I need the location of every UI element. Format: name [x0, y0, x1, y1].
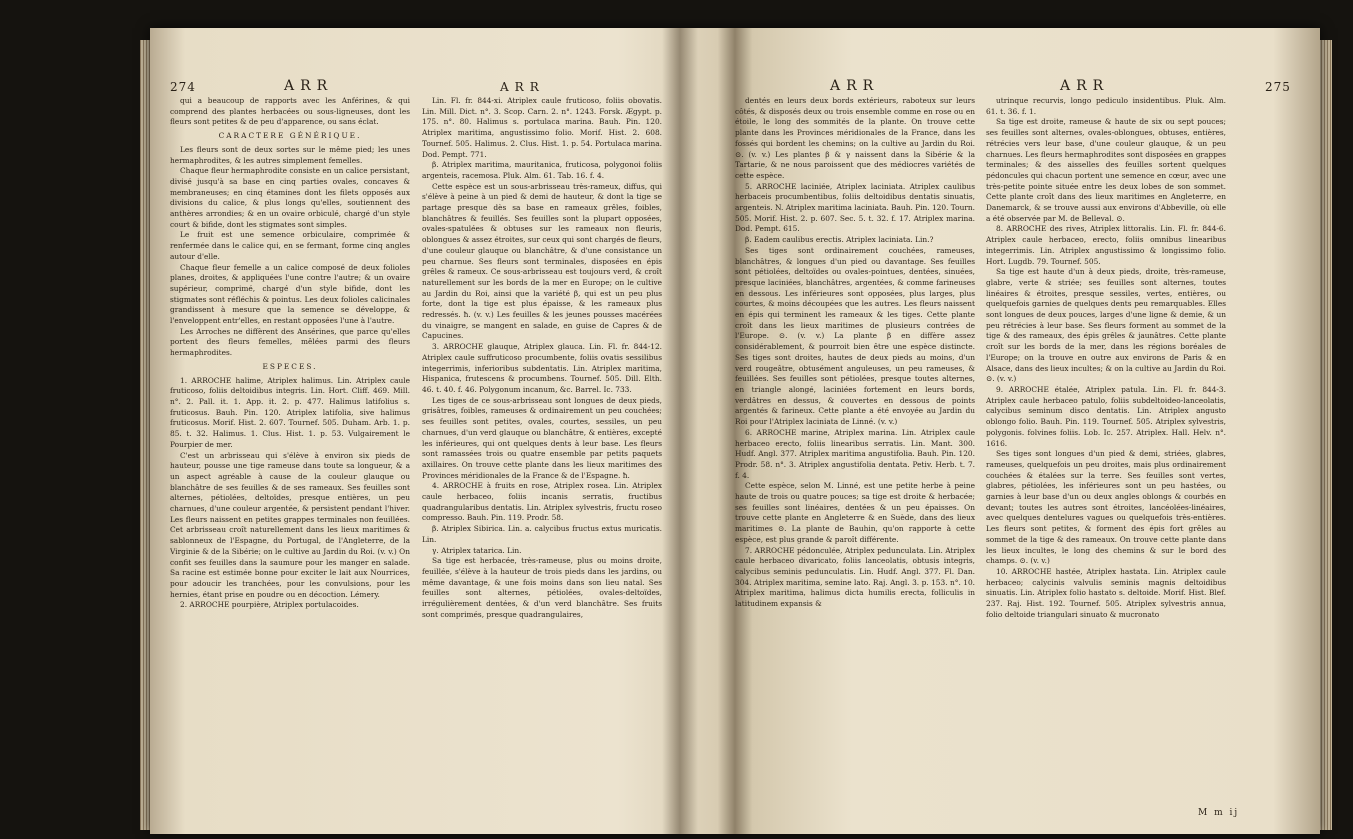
left-col2-head: ARR — [500, 80, 545, 94]
paragraph: dentés en leurs deux bords extérieurs, raboteux sur leurs côtés, & disposés deux ou trois ensemble comme en rose ou en étoile, le long des sommités de la plante. On trouve cette plante dans les Provinces méridionales de la France, dans les fossés qui bordent les chemins; on la cultive au Jardin du Roi. ⊙. (v. v.) Les plantes β & γ naissent dans la Sibérie & la Tartarie, & ne nous paroissent que des médiocres variétés de cette espèce. — [735, 96, 975, 180]
paragraph: 1. ARROCHE halime, Atriplex halimus. Lin. Atriplex caule fruticoso, foliis deltoidibus integris. Lin. Hort. Cliff. 469. Mill. n°. 2. Pall. it. 1. App. it. 2. p. 477. Halimus latifolius s. fruticosus. Bauh. Pin. 120. Atriplex latifolia, sive halimus fruticosus. Morif. Hist. 2. 607. Tournef. 505. Duham. Arb. 1. p. 85. t. 32. Halimus. 1. Clus. Hist. 1. p. 53. Vulgairement le Pourpier de mer. — [170, 375, 410, 449]
right-col2-head: ARR — [1060, 78, 1110, 94]
right-page-column-1 — [735, 96, 975, 796]
left-page-column-2 — [422, 96, 662, 796]
paragraph: 3. ARROCHE glauque, Atriplex glauca. Lin. Fl. fr. 844-12. Atriplex caule suffruticoso procumbente, foliis ovatis sessilibus integerrimis, inferioribus subdentatis. Lin. Atriplex maritima, Hispanica, frutescens & procumbens. Tournef. 505. Dill. Elth. 46. t. 40. f. 46. Polygonum incanum, &c. Barrel. Ic. 733. — [422, 342, 662, 394]
paragraph: Chaque fleur hermaphrodite consiste en un calice persistant, divisé jusqu'à sa base en cinq parties ovales, concaves & membraneuses; en cinq étamines dont les filets opposés aux divisions du calice, & plus longs qu'elles, soutiennent des anthères arrondies; & en un ovaire orbiculé, chargé d'un style court & bifide, dont les stigmates sont simples. — [170, 166, 410, 229]
left-running-head: ARR — [284, 78, 334, 94]
paragraph: 4. ARROCHE à fruits en rose, Atriplex rosea. Lin. Atriplex caule herbaceo, foliis incanis serratis, fructibus quadrangularibus dentatis. Lin. Atriplex sylvestris, fructu roseo compresso. Bauh. Pin. 119. Prodr. 58. — [422, 481, 662, 523]
paragraph: 5. ARROCHE laciniée, Atriplex laciniata. Atriplex caulibus herbaceis procumbentibus, foliis deltoidibus dentatis sinuatis, argenteis. N. Atriplex maritima laciniata. Bauh. Pin. 120. Tourn. 505. Morif. Hist. 2. p. 607. Sec. 5. t. 32. f. 17. Atriplex marina. Dod. Pempt. 615. — [735, 181, 975, 234]
paragraph: Chaque fleur femelle a un calice composé de deux folioles planes, droites, & appliquées l'une contre l'autre; & un ovaire supérieur, comprimé, chargé d'un style bifide, dont les stigmates sont réfléchis & pointus. Les deux folioles calicinales grandissent à mesure que la semence se développe, & l'enveloppent entr'elles, en restant opposées l'une à l'autre. — [170, 262, 410, 326]
paragraph: β. Atriplex Sibirica. Lin. a. calycibus fructus extus muricatis. Lin. — [422, 524, 662, 544]
book-edge-right — [1318, 40, 1332, 830]
paragraph: Ses tiges sont ordinairement couchées, rameuses, blanchâtres, & longues d'un pied ou davantage. Ses feuilles sont pétiolées, deltoïdes ou ovales-pointues, dentées, sinuées, presque laciniées, blanchâtres, argentées, & comme farineuses en dessous. Les inférieures sont opposées, plus larges, plus courtes, & moins découpées que les autres. Les fleurs naissent en épis qui terminent les rameaux & les tiges. Cette plante croît dans les lieux maritimes de plusieurs contrées de l'Europe. ⊙. (v. v.) La plante β en diffère assez considérablement, & pourroit bien être une espèce distincte. Ses tiges sont droites, hautes de deux pieds au moins, d'un verd rougeâtre, obtusément anguleuses, un peu rameuses, & feuillées. Ses feuilles sont pétiolées, presque toutes alternes, en triangle alongé, laciniées fortement en leurs bords, verdâtres en dessus, & couvertes en dessous de points argentés & farineux. Cette plante a été envoyée au Jardin du Roi pour l'Atriplex laciniata de Linné. (v. v.) — [735, 245, 975, 427]
paragraph: 7. ARROCHE pédonculée, Atriplex pedunculata. Lin. Atriplex caule herbaceo divaricato, foliis lanceolatis, obtusis integris, calycibus seminis pedunculatis. Lin. Hudf. Angl. 377. Fl. Dan. 304. Atriplex maritima, semine lato. Raj. Angl. 3. p. 153. n°. 10. Atriplex maritima, halimus dicta humilis erecta, folliculis in latitudinem expansis & — [735, 545, 975, 609]
paragraph: Les fleurs sont de deux sortes sur le même pied; les unes hermaphrodites, & les autres simplement femelles. — [170, 144, 410, 165]
paragraph: Lin. Fl. fr. 844-xi. Atriplex caule fruticoso, foliis obovatis. Lin. Mill. Dict. n°. 3. Scop. Carn. 2. n°. 1243. Forsk. Ægypt. p. 175. n°. 80. Halimus s. portulaca marina. Bauh. Pin. 120. Atriplex maritima, angustissimo folio. Morif. Hist. 2. 608. Tournef. 505. Halimus. 2. Clus. Hist. 1. p. 54. Portulaca marina. Dod. Pempt. 771. — [422, 96, 662, 159]
paragraph: C'est un arbrisseau qui s'élève à environ six pieds de hauteur, pousse une tige rameuse dans toute sa longueur, & a un aspect agréable à cause de la couleur glauque ou blanchâtre de ses feuilles & de ses rameaux. Ses feuilles sont alternes, pétiolées, deltoïdes, presque entières, un peu charnues, d'une couleur argentée, & persistent pendant l'hiver. Les fleurs naissent en petites grappes terminales non feuillées. Cet arbrisseau croît naturellement dans les lieux maritimes & sablonneux de l'Espagne, du Portugal, de l'Angleterre, de la Virginie & de la Sibérie; on le cultive au Jardin du Roi. (v. v.) On confit ses feuilles dans la saumure pour les manger en salade. Sa racine est estimée bonne pour exciter le lait aux Nourrices, pour adoucir les tranchées, pour les convulsions, pour les hernies, étant prise en poudre ou en décoction. Lémery. — [170, 450, 410, 599]
paragraph: 6. ARROCHE marine, Atriplex marina. Lin. Atriplex caule herbaceo erecto, foliis linearibus serratis. Lin. Mant. 300. Hudf. Angl. 377. Atriplex maritima angustifolia. Bauh. Pin. 120. Prodr. 58. n°. 3. Atriplex angustifolia dentata. Petiv. Herb. t. 7. f. 4. — [735, 427, 975, 480]
paragraph: β. Eadem caulibus erectis. Atriplex laciniata. Lin.? — [745, 235, 934, 245]
paragraph: Cette espèce, selon M. Linné, est une petite herbe à peine haute de trois ou quatre pouces; sa tige est droite & herbacée; ses feuilles sont linéaires, dentées & un peu épaisses. On trouve cette plante en Angleterre & en Suède, dans des lieux maritimes ⊙. La plante de Bauhin, qu'on rapporte à cette espèce, est plus grande & paroît différente. — [735, 481, 975, 544]
paragraph: 8. ARROCHE des rives, Atriplex littoralis. Lin. Fl. fr. 844-6. Atriplex caule herbaceo, erecto, foliis omnibus linearibus integerrimis. Lin. Atriplex angustissimo & longissimo folio. Hort. Lugdb. 79. Tournef. 505. — [986, 224, 1226, 266]
paragraph: 9. ARROCHE étalée, Atriplex patula. Lin. Fl. fr. 844-3. Atriplex caule herbaceo patulo, foliis subdeltoideo-lanceolatis, calycibus seminum disco dentatis. Lin. Atriplex angusto oblongo folio. Bauh. Pin. 119. Tournef. 505. Atriplex sylvestris, polygonis. folvines foliis. Lob. Ic. 257. Atriplex. Hall. Helv. n°. 1616. — [986, 384, 1226, 448]
paragraph: Sa tige est droite, rameuse & haute de six ou sept pouces; ses feuilles sont alternes, ovales-oblongues, obtuses, entières, rétrécies vers leur base, d'une couleur glauque, & un peu charnues. Les fleurs hermaphrodites sont disposées en grappes terminales; & des aisselles des feuilles sortent quelques pédoncules qui chacun portent une semence en cœur, avec une très-petite pointe située entre les deux lobes de son sommet. Cette plante croît dans des lieux maritimes en Angleterre, en Danemarck, & se trouve aussi aux environs d'Abbeville, où elle a été observée par M. de Belleval. ⊙. — [986, 117, 1226, 223]
left-page-column-1 — [170, 96, 410, 796]
paragraph: ESPECES. — [262, 361, 318, 371]
paragraph: β. Atriplex maritima, mauritanica, fruticosa, polygonoi foliis argenteis, racemosa. Pluk. Alm. 61. Tab. 16. f. 4. — [422, 160, 662, 180]
book-gutter — [662, 28, 698, 834]
paragraph: qui a beaucoup de rapports avec les Anférines, & qui comprend des plantes herbacées ou sous-ligneuses, dont les fleurs sont petites & de peu d'apparence, ou sans éclat. — [170, 96, 410, 127]
paragraph: Les Arroches ne diffèrent des Ansérines, que parce qu'elles portent des fleurs femelles, mêlées parmi des fleurs hermaphrodites. — [170, 326, 410, 358]
left-page-number: 274 — [170, 80, 196, 94]
paragraph: utrinque recurvis, longo pediculo insidentibus. Pluk. Alm. 61. t. 36. f. 1. — [986, 96, 1226, 116]
gathering-signature: M m ij — [1198, 808, 1240, 818]
paragraph: Ses tiges sont longues d'un pied & demi, striées, glabres, rameuses, quelquefois un peu droites, mais plus ordinairement couchées & étalées sur la terre. Ses feuilles sont vertes, glabres, pétiolées, les inférieures sont un peu hastées, ou garnies à leur base d'un ou deux angles oblongs & courbés en devant; toutes les autres sont étroites, lancéolées-linéaires, avec quelques dentelures vagues ou quelquefois très-entières. Les fleurs sont petites, & forment des épis fort grêles au sommet de la tige & des rameaux. On trouve cette plante dans les lieux incultes, le long des chemins & sur le bord des champs. ⊙. (v. v.) — [986, 449, 1226, 566]
right-page-column-2 — [986, 96, 1226, 796]
right-page-number: 275 — [1265, 80, 1291, 94]
paragraph: CARACTERE GÉNÉRIQUE. — [218, 131, 362, 141]
paragraph: Le fruit est une semence orbiculaire, comprimée & renfermée dans le calice qui, en se fermant, forme cinq angles autour d'elle. — [170, 230, 410, 261]
right-running-head: ARR — [830, 78, 880, 94]
paragraph: 2. ARROCHE pourpière, Atriplex portulacoides. — [180, 600, 359, 610]
paragraph: Cette espèce est un sous-arbrisseau très-rameux, diffus, qui s'élève à peine à un pied & demi de hauteur, & dont la tige se partage presque dès sa base en rameaux grêles, foibles, blanchâtres & feuillés. Ses feuilles sont la plupart opposées, ovales-spatulées & obtuses sur les rameaux non fleuris, oblongues & assez étroites, sur ceux qui sont chargés de fleurs, d'une couleur glauque ou blanchâtre, & d'une consistance un peu charnue. Ses fleurs sont terminales, disposées en épis grêles & rameux. Ce sous-arbrisseau est toujours verd, & croît naturellement sur les bords de la mer en Europe; on le cultive au Jardin du Roi, ainsi que la variété β, qui est un peu plus forte, dont la tige est plus épaisse, & les rameaux plus redressés. ħ. (v. v.) Les feuilles & les jeunes pousses macérées du vinaigre, se mangent en salade, en guise de Capres & de Capucines. — [422, 181, 662, 341]
paragraph: γ. Atriplex tatarica. Lin. — [432, 545, 522, 555]
paragraph: Sa tige est herbacée, très-rameuse, plus ou moins droite, feuillée, s'élève à la hauteur de trois pieds dans les jardins, ou même davantage, & une fois moins dans son lieu natal. Ses feuilles sont alternes, pétiolées, ovales-deltoïdes, irrégulièrement dentées, & d'un verd blanchâtre. Ses fruits sont comprimés, presque quadrangulaires, — [422, 556, 662, 619]
paragraph: Sa tige est haute d'un à deux pieds, droite, très-rameuse, glabre, verte & striée; ses feuilles sont alternes, toutes linéaires & étroites, presque sessiles, vertes, entières, ou quelquefois garnies de quelques dents peu remarquables. Elles sont longues de deux pouces, larges d'une ligne & demie, & un peu rétrécies à leur base. Ses fleurs forment au sommet de la tige & des rameaux, des épis grêles & jaunâtres. Cette plante croît sur les bords de la mer, dans les régions boréales de l'Europe; on la trouve en outre aux environs de Paris & en Alsace, dans des lieux incultes; & on la cultive au Jardin du Roi. ⊙. (v. v.) — [986, 267, 1226, 384]
paragraph: Les tiges de ce sous-arbrisseau sont longues de deux pieds, grisâtres, foibles, rameuses & ordinairement un peu couchées; ses feuilles sont petites, ovales, courtes, sessiles, un peu charnues, d'un verd glauque ou blanchâtre, & entières, excepté les inférieures, qui ont quelques dents à leur base. Les fleurs sont ramassées trois ou quatre ensemble par petits paquets axillaires. On trouve cette plante dans les lieux maritimes des Provinces méridionales de la France & de l'Espagne. ħ. — [422, 395, 662, 480]
paragraph: 10. ARROCHE hastée, Atriplex hastata. Lin. Atriplex caule herbaceo; calycinis valvulis seminis magnis deltoidibus sinuatis. Lin. Atriplex folio hastato s. deltoide. Morif. Hist. Blef. 237. Raj. Hist. 192. Tournef. 505. Atriplex sylvestris annua, folio deltoide triangulari sinuato & mucronato — [986, 566, 1226, 619]
